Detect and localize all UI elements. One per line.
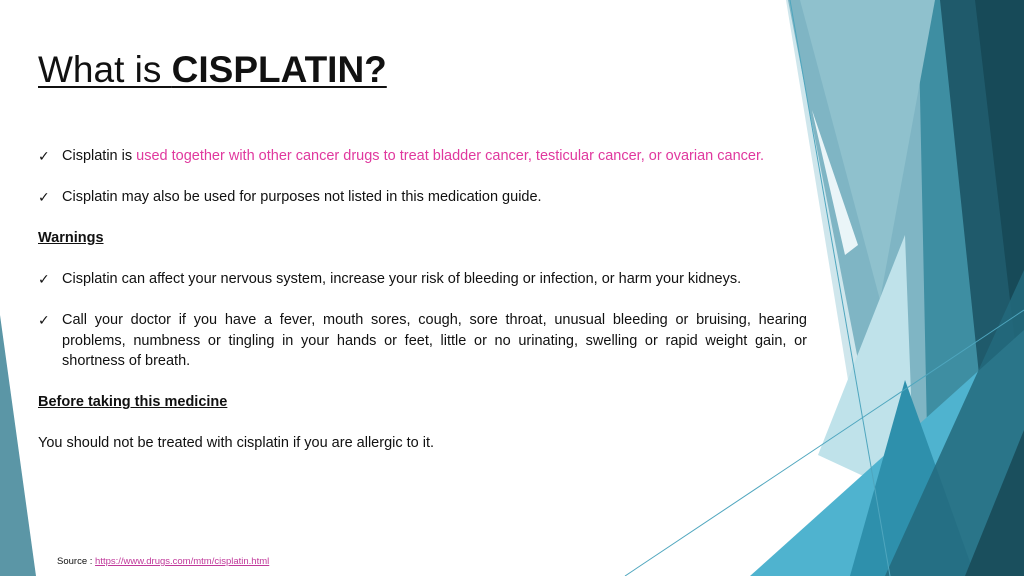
checkmark-icon: ✓	[38, 271, 50, 287]
warnings-heading: Warnings	[38, 230, 104, 246]
source-link[interactable]: https://www.drugs.com/mtm/cisplatin.html	[95, 556, 270, 567]
source-label: Source :	[57, 556, 96, 567]
bullet-warning-nervous-text: Cisplatin can affect your nervous system, increase your risk of bleeding or infection, or harm your kidneys.	[62, 271, 742, 287]
bullet-warning-call-doctor	[38, 310, 807, 372]
source-citation	[57, 556, 269, 567]
checkmark-icon: ✓	[38, 312, 50, 328]
bullet-other-uses	[38, 187, 807, 208]
page-title	[38, 44, 387, 96]
bullet-other-uses-text: Cisplatin may also be used for purposes not listed in this medication guide.	[62, 189, 542, 205]
bullet-warning-call-doctor-text: Call your doctor if you have a fever, mouth sores, cough, sore throat, unusual bleeding or bruising, hearing problems, numbness or tingling in your hands or feet, little or no urinating, swelling or rapid weight gain, or shortness of breath.	[62, 312, 807, 369]
bullet-usage-highlight: used together with other cancer drugs to treat bladder cancer, testicular cancer, or ovarian cancer.	[136, 148, 765, 164]
checkmark-icon: ✓	[38, 189, 50, 205]
checkmark-icon: ✓	[38, 148, 50, 164]
before-taking-heading: Before taking this medicine	[38, 394, 228, 410]
bullet-usage-text: Cisplatin is	[62, 148, 137, 164]
left-edge-wedge	[0, 315, 36, 576]
title-drug-name: CISPLATIN?	[171, 49, 387, 90]
title-prefix: What is	[38, 49, 172, 90]
before-taking-text: You should not be treated with cisplatin if you are allergic to it.	[38, 435, 435, 451]
slide-content	[38, 146, 807, 454]
bullet-usage	[38, 146, 807, 167]
bullet-warning-nervous	[38, 269, 807, 290]
